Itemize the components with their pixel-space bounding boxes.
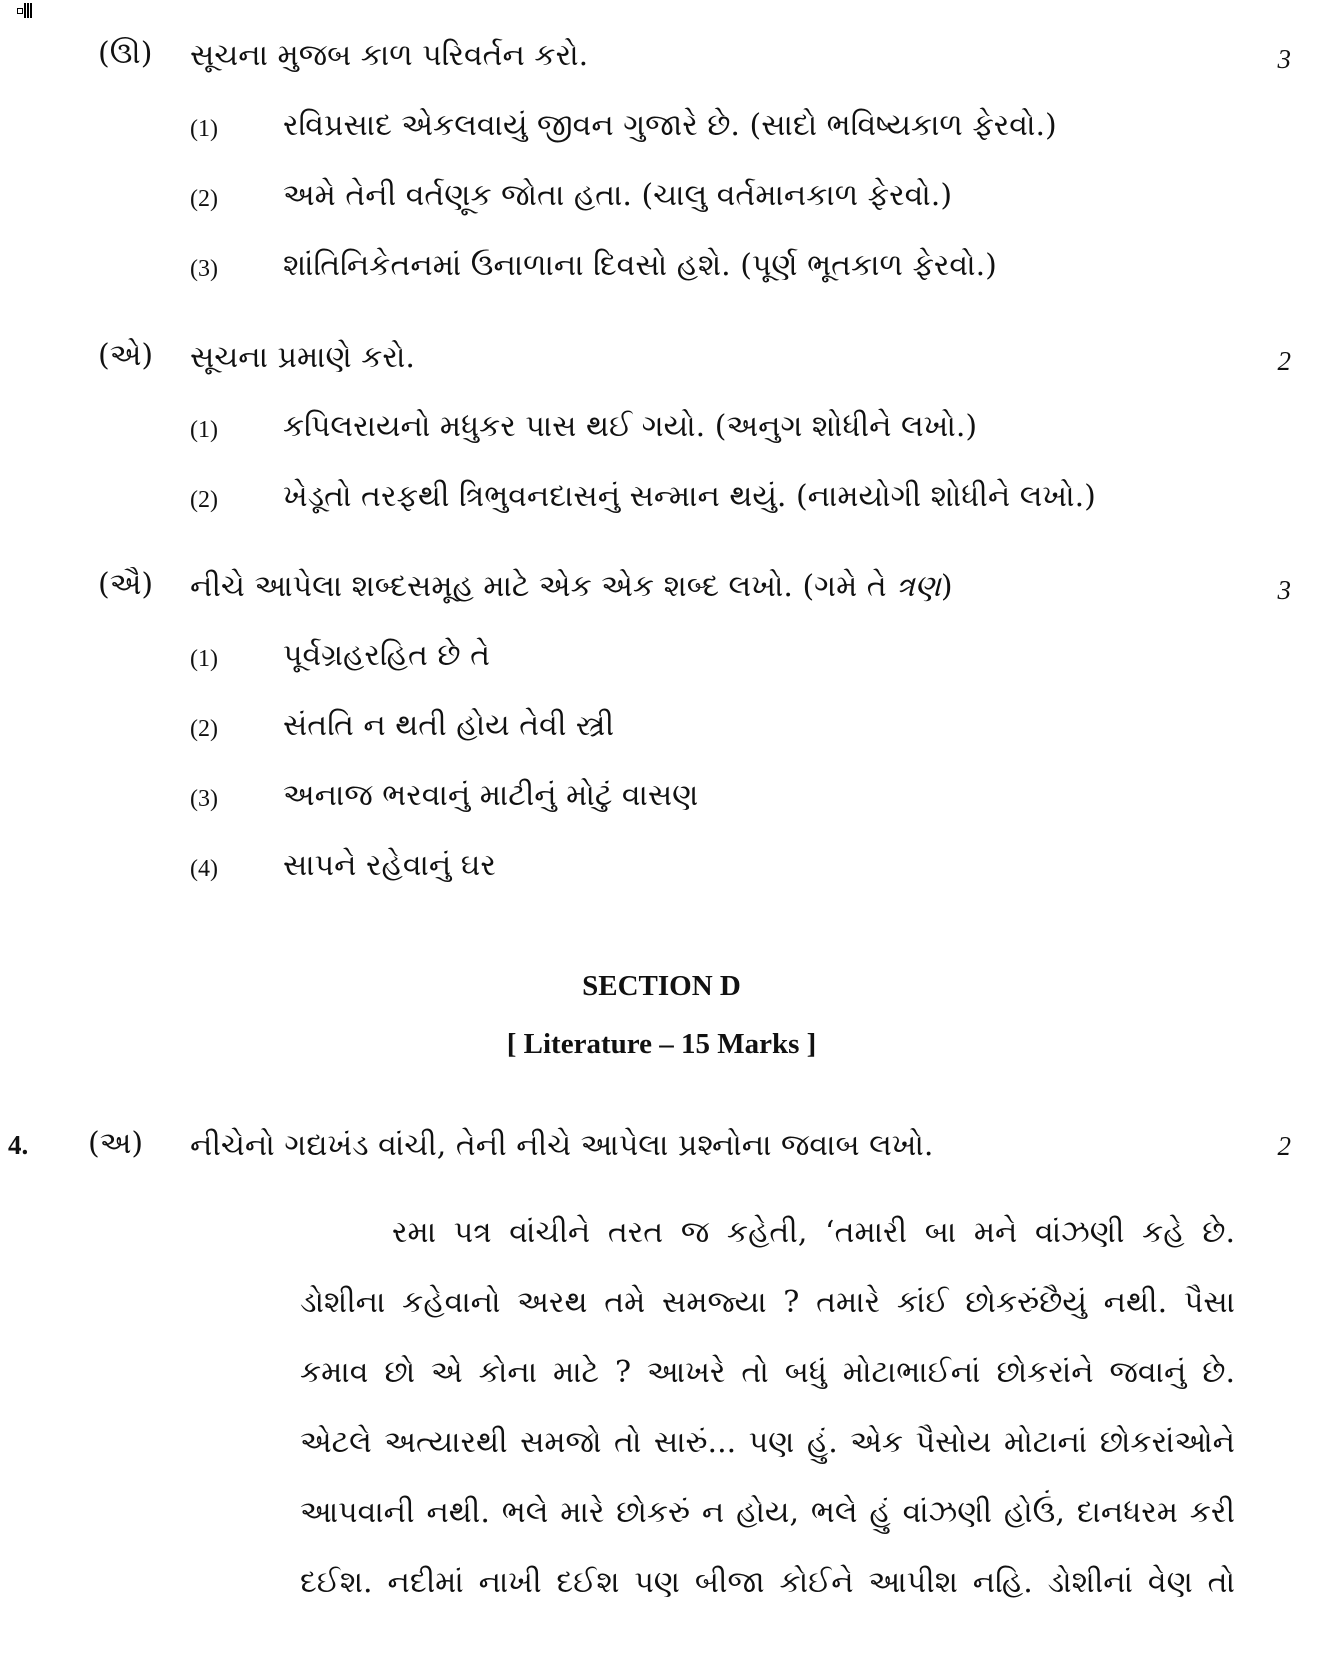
instruction-emphasis: ત્રણ [896, 569, 941, 604]
question-number: 4. [8, 1130, 29, 1160]
item-number: (3) [190, 786, 218, 812]
passage-line: એટલે અત્યારથી સમજો તો સારું... પણ હું. એક પૈસોય મોટાનાં છોકરાંઓને [300, 1425, 1235, 1460]
passage-line: કમાવ છો એ કોના માટે ? આખરે તો બધું મોટાભાઈનાં છોકરાંને જવાનું છે. [300, 1355, 1235, 1390]
item-number: (2) [190, 487, 218, 513]
passage-line: દઈશ. નદીમાં નાખી દઈશ પણ બીજા કોઈને આપીશ નહિ. ડોશીનાં વેણ તો [300, 1565, 1235, 1600]
passage-line: રમા પત્ર વાંચીને તરત જ કહેતી, ‘તમારી બા મને વાંઝણી કહે છે. [392, 1215, 1235, 1250]
question-instruction: નીચેનો ગદ્યખંડ વાંચી, તેની નીચે આપેલા પ્રશ્નોના જવાબ લખો. [190, 1128, 934, 1163]
item-number: (1) [190, 417, 218, 443]
marks: 3 [1277, 575, 1291, 605]
item-number: (1) [190, 646, 218, 672]
question-label: (અ) [88, 1126, 144, 1161]
item-number: (4) [190, 856, 218, 882]
qr-code-icon [17, 3, 33, 18]
instruction-text: નીચે આપેલા શબ્દસમૂહ માટે એક એક શબ્દ લખો. (ગમે તે [190, 569, 897, 604]
item-text: સાપને રહેવાનું ઘર [283, 848, 496, 883]
question-instruction [190, 569, 953, 604]
item-text: પૂર્વગ્રહરહિત છે તે [283, 638, 491, 673]
section-subtitle: [ Literature – 15 Marks ] [506, 1028, 817, 1060]
item-text: કપિલરાયનો મધુકર પાસ થઈ ગયો. (અનુગ શોધીને લખો.) [283, 409, 978, 444]
item-text: ખેડૂતો તરફથી ત્રિભુવનદાસનું સન્માન થયું. (નામયોગી શોધીને લખો.) [283, 479, 1096, 514]
passage [300, 1198, 1235, 1618]
item-text: શાંતિનિકેતનમાં ઉનાળાના દિવસો હશે. (પૂર્ણ ભૂતકાળ ફેરવો.) [283, 248, 997, 283]
question-instruction: સૂચના મુજબ કાળ પરિવર્તન કરો. [190, 38, 589, 73]
question-label: (ઐ) [98, 567, 154, 602]
marks: 2 [1277, 346, 1291, 376]
section-title: SECTION D [582, 970, 741, 1002]
item-number: (1) [190, 116, 218, 142]
question-label: (ઊ) [98, 36, 153, 71]
passage-line: આપવાની નથી. ભલે મારે છોકરું ન હોય, ભલે હું વાંઝણી હોઉં, દાનધરમ કરી [300, 1495, 1235, 1530]
item-text: સંતતિ ન થતી હોય તેવી સ્ત્રી [283, 708, 615, 743]
marks: 3 [1277, 44, 1291, 74]
item-number: (2) [190, 186, 218, 212]
item-text: અનાજ ભરવાનું માટીનું મોટું વાસણ [283, 778, 699, 813]
item-text: અમે તેની વર્તણૂક જોતા હતા. (ચાલુ વર્તમાનકાળ ફેરવો.) [283, 178, 953, 213]
question-label: (એ) [98, 338, 154, 373]
instruction-end: ) [940, 569, 953, 604]
passage-line: ડોશીના કહેવાનો અરથ તમે સમજ્યા ? તમારે કાંઈ છોકરુંછૈયું નથી. પૈસા [300, 1285, 1235, 1320]
item-text: રવિપ્રસાદ એકલવાયું જીવન ગુજારે છે. (સાદો ભવિષ્યકાળ ફેરવો.) [283, 108, 1057, 143]
marks: 2 [1277, 1131, 1291, 1161]
item-number: (3) [190, 256, 218, 282]
question-instruction: સૂચના પ્રમાણે કરો. [190, 340, 415, 375]
item-number: (2) [190, 716, 218, 742]
